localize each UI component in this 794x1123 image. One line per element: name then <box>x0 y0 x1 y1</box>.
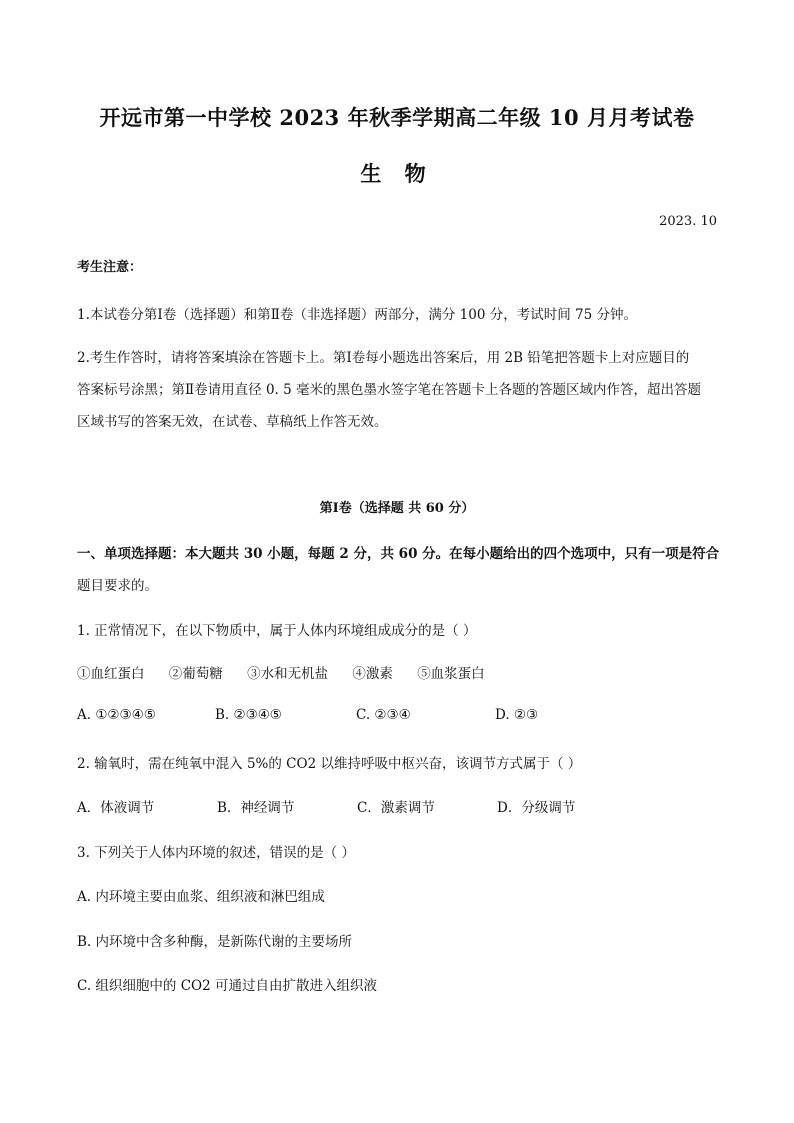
question-1-stem: 1. 正常情况下，在以下物质中，属于人体内环境组成成分的是（ ） <box>77 623 477 639</box>
question-1-option-d[interactable]: D. ②③ <box>495 707 539 723</box>
question-1-option-c[interactable]: C. ②③④ <box>356 707 411 723</box>
question-1-item: ②葡萄糖 <box>168 666 223 682</box>
question-1-item: ③水和无机盐 <box>247 666 329 682</box>
notice-item-2-line-1: 2.考生作答时，请将答案填涂在答题卡上。第Ⅰ卷每小题选出答案后，用 2B 铅笔把答题卡上对应题目的 <box>77 350 690 366</box>
question-1-option-a[interactable]: A. ①②③④⑤ <box>77 707 156 723</box>
question-2-option-a[interactable]: A．体液调节 <box>77 800 155 816</box>
question-2-option-d[interactable]: D．分级调节 <box>497 800 576 816</box>
exam-date: 2023. 10 <box>659 214 717 229</box>
notice-item-2-line-3: 区域书写的答案无效，在试卷、草稿纸上作答无效。 <box>77 414 388 430</box>
question-3-option-b[interactable]: B. 内环境中含多种酶，是新陈代谢的主要场所 <box>77 934 353 950</box>
section-instructions-line-1: 一、单项选择题：本大题共 30 小题，每题 2 分，共 60 分。在每小题给出的四个选项中，只有一项是符合 <box>77 546 720 562</box>
notice-heading: 考生注意： <box>77 260 143 275</box>
question-3-stem: 3. 下列关于人体内环境的叙述，错误的是（ ） <box>77 845 355 861</box>
question-2-option-c[interactable]: C．激素调节 <box>357 800 435 816</box>
question-1-options <box>77 707 538 723</box>
question-2-option-b[interactable]: B．神经调节 <box>217 800 295 816</box>
question-2-stem: 2. 输氧时，需在纯氧中混入 5%的 CO2 以维持呼吸中枢兴奋，该调节方式属于（ ） <box>77 756 582 772</box>
question-3-option-c[interactable]: C. 组织细胞中的 CO2 可通过自由扩散进入组织液 <box>77 978 377 994</box>
question-1-items <box>77 662 505 682</box>
question-3-option-a[interactable]: A. 内环境主要由血浆、组织液和淋巴组成 <box>77 889 325 905</box>
question-1-item: ④激素 <box>352 666 393 682</box>
question-1-item: ⑤血浆蛋白 <box>417 666 485 682</box>
section-title: 第Ⅰ卷（选择题 共 60 分） <box>319 501 475 516</box>
subject-title: 生 物 <box>360 161 434 186</box>
notice-item-1: 1.本试卷分第Ⅰ卷（选择题）和第Ⅱ卷（非选择题）两部分，满分 100 分，考试时间 75 分钟。 <box>77 307 637 323</box>
question-2-options <box>77 796 575 816</box>
question-1-option-b[interactable]: B. ②③④⑤ <box>215 707 282 723</box>
exam-title: 开远市第一中学校 2023 年秋季学期高二年级 10 月月考试卷 <box>99 105 695 130</box>
question-1-item: ①血红蛋白 <box>77 666 145 682</box>
notice-item-2-line-2: 答案标号涂黑；第Ⅱ卷请用直径 0. 5 毫米的黑色墨水签字笔在答题卡上各题的答题区域内作答，超出答题 <box>77 382 702 398</box>
section-instructions-line-2: 题目要求的。 <box>77 578 158 594</box>
